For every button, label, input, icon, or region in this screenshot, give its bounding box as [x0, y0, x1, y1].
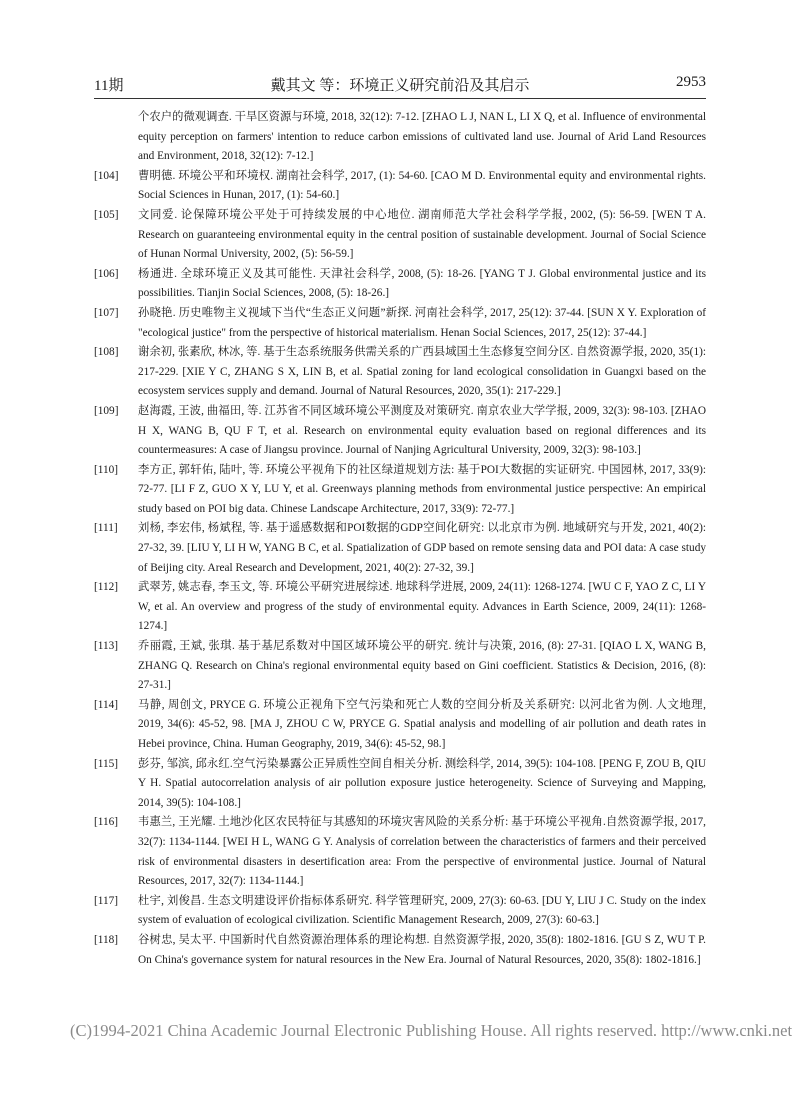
reference-number: [109]	[94, 404, 119, 417]
reference-text: 彭芬, 邹滨, 邱永红.空气污染暴露公正异质性空间自相关分析. 测绘科学, 2014, 39(5): 104-108. [PENG F, ZOU B, QIU Y H. Spatial autocorrelation analysis of air pollution exposure justice heterogeneity. Science of Surveying and Mapping, 2014, 39(5): 104-108.]	[138, 757, 706, 809]
reference-entry	[94, 755, 706, 814]
reference-text: 孙晓艳. 历史唯物主义视域下当代“生态正义问题”新探. 河南社会科学, 2017, 25(12): 37-44. [SUN X Y. Exploration of "ecological justice" from the perspective of historical materialism. Henan Social Sciences, 2017, 25(12): 37-44.]	[138, 306, 706, 339]
reference-number: [108]	[94, 346, 119, 359]
reference-entry	[94, 696, 706, 755]
reference-number: [105]	[94, 208, 119, 221]
reference-text: 谢余初, 张素欣, 林冰, 等. 基于生态系统服务供需关系的广西县域国土生态修复空间分区. 自然资源学报, 2020, 35(1): 217-229. [XIE Y C, ZHANG S X, LIN B, et al. Spatial zoning for land ecological consolidation in Guangxi based on the ecosystem services supply and demand. Journal of Natural Resources, 2020, 35(1): 217-229.]	[138, 346, 706, 398]
reference-number: [118]	[94, 933, 119, 946]
reference-text: 曹明德. 环境公平和环境权. 湖南社会科学, 2017, (1): 54-60. [CAO M D. Environmental equity and environmental rights. Social Sciences in Hunan, 2017, (1): 54-60.]	[138, 169, 706, 202]
reference-entry	[94, 637, 706, 696]
reference-entry	[94, 519, 706, 578]
running-header	[94, 72, 706, 99]
reference-number: [114]	[94, 698, 119, 711]
reference-number: [106]	[94, 267, 119, 280]
running-title: 戴其文 等：环境正义研究前沿及其启示	[270, 78, 530, 94]
reference-number: [113]	[94, 640, 119, 653]
reference-text: 个农户的微观调查. 干旱区资源与环境, 2018, 32(12): 7-12. [ZHAO L J, NAN L, LI X Q, et al. Influence of environmental equity perception on farmers' intention to reduce carbon emissions of cultivated land use. Journal of Arid Land Resources and Environment, 2018, 32(12): 7-12.]	[138, 111, 706, 163]
reference-entry	[94, 402, 706, 461]
reference-number: [116]	[94, 816, 119, 829]
copyright-footer: (C)1994-2021 China Academic Journal Electronic Publishing House. All rights reserved. http://www.cnki.net	[70, 1021, 793, 1040]
reference-entry	[94, 343, 706, 402]
reference-text: 杜宇, 刘俊昌. 生态文明建设评价指标体系研究. 科学管理研究, 2009, 27(3): 60-63. [DU Y, LIU J C. Study on the index system of evaluation of ecological civilization. Scientific Management Research, 2009, 27(3): 60-63.]	[138, 894, 706, 927]
issue-label: 11期	[94, 78, 124, 94]
reference-text: 马静, 周创文, PRYCE G. 环境公正视角下空气污染和死亡人数的空间分析及关系研究: 以河北省为例. 人文地理, 2019, 34(6): 45-52, 98. [MA J, ZHOU C W, PRYCE G. Spatial analysis and modelling of air pollution and death rates in Hebei province, China. Human Geography, 2019, 34(6): 45-52, 98.]	[138, 698, 706, 750]
reference-text: 乔丽霞, 王斌, 张琪. 基于基尼系数对中国区域环境公平的研究. 统计与决策, 2016, (8): 27-31. [QIAO L X, WANG B, ZHANG Q. Research on China's regional environmental equity based on Gini coefficient. Statistics & Decision, 2016, (8): 27-31.]	[138, 640, 706, 692]
reference-text: 韦惠兰, 王光耀. 土地沙化区农民特征与其感知的环境灾害风险的关系分析: 基于环境公平视角.自然资源学报, 2017, 32(7): 1134-1144. [WEI H L, WANG G Y. Analysis of correlation between the characteristics of farmers and their perceived risk of environmental disasters in desertification area: From the perspective of environmental justice. Journal of Natural Resources, 2017, 32(7): 1134-1144.]	[138, 816, 706, 888]
page-number: 2953	[676, 74, 706, 90]
reference-list	[94, 108, 706, 970]
reference-text: 文同爱. 论保障环境公平处于可持续发展的中心地位. 湖南师范大学社会科学学报, 2002, (5): 56-59. [WEN T A. Research on guaranteeing environmental equity in the central position of sustainable development. Journal of Social Science of Hunan Normal University, 2002, (5): 56-59.]	[138, 208, 706, 261]
reference-entry	[94, 813, 706, 891]
reference-text: 武翠芳, 姚志春, 李玉文, 等. 环境公平研究进展综述. 地球科学进展, 2009, 24(11): 1268-1274. [WU C F, YAO Z C, LI Y W, et al. An overview and progress of the study of environmental equity. Advances in Earth Science, 2009, 24(11): 1268-1274.]	[138, 581, 706, 633]
reference-entry	[94, 931, 706, 970]
reference-number: [107]	[94, 306, 119, 319]
reference-text: 刘杨, 李宏伟, 杨斌程, 等. 基于遥感数据和POI数据的GDP空间化研究: 以北京市为例. 地域研究与开发, 2021, 40(2): 27-32, 39. [LIU Y, LI H W, YANG B C, et al. Spatialization of GDP based on remote sensing data and POI data: A case study of Beijing city. Areal Research and Development, 2021, 40(2): 27-32, 39.]	[138, 522, 706, 574]
reference-entry	[94, 265, 706, 304]
reference-entry	[94, 304, 706, 343]
reference-number: [110]	[94, 463, 119, 476]
reference-text: 谷树忠, 吴太平. 中国新时代自然资源治理体系的理论构想. 自然资源学报, 2020, 35(8): 1802-1816. [GU S Z, WU T P. On China's governance system for natural resources in the New Era. Journal of Natural Resources, 2020, 35(8): 1802-1816.]	[138, 933, 706, 966]
reference-text: 杨通进. 全球环境正义及其可能性. 天津社会科学, 2008, (5): 18-26. [YANG T J. Global environmental justice and its possibilities. Tianjin Social Sciences, 2008, (5): 18-26.]	[138, 267, 706, 300]
reference-entry	[94, 461, 706, 520]
reference-entry	[94, 167, 706, 206]
reference-number: [115]	[94, 757, 119, 770]
reference-entry	[94, 108, 706, 167]
reference-text: 李方正, 郭轩佑, 陆叶, 等. 环境公平视角下的社区绿道规划方法: 基于POI大数据的实证研究. 中国园林, 2017, 33(9): 72-77. [LI F Z, GUO X Y, LU Y, et al. Greenways planning methods from environmental justice perspective: An empirical study based on POI big data. Chinese Landscape Architecture, 2017, 33(9): 72-77.]	[138, 463, 706, 515]
reference-entry	[94, 892, 706, 931]
reference-number: [112]	[94, 581, 119, 594]
reference-entry	[94, 206, 706, 265]
reference-number: [117]	[94, 894, 119, 907]
reference-number: [111]	[94, 522, 118, 535]
reference-text: 赵海霞, 王波, 曲福田, 等. 江苏省不同区域环境公平测度及对策研究. 南京农业大学学报, 2009, 32(3): 98-103. [ZHAO H X, WANG B, QU F T, et al. Research on environmental equity evaluation based on regional differences and its countermeasures: A case of Jiangsu province. Journal of Nanjing Agricultural University, 2009, 32(3): 98-103.]	[138, 404, 706, 457]
reference-number: [104]	[94, 169, 119, 182]
reference-entry	[94, 578, 706, 637]
